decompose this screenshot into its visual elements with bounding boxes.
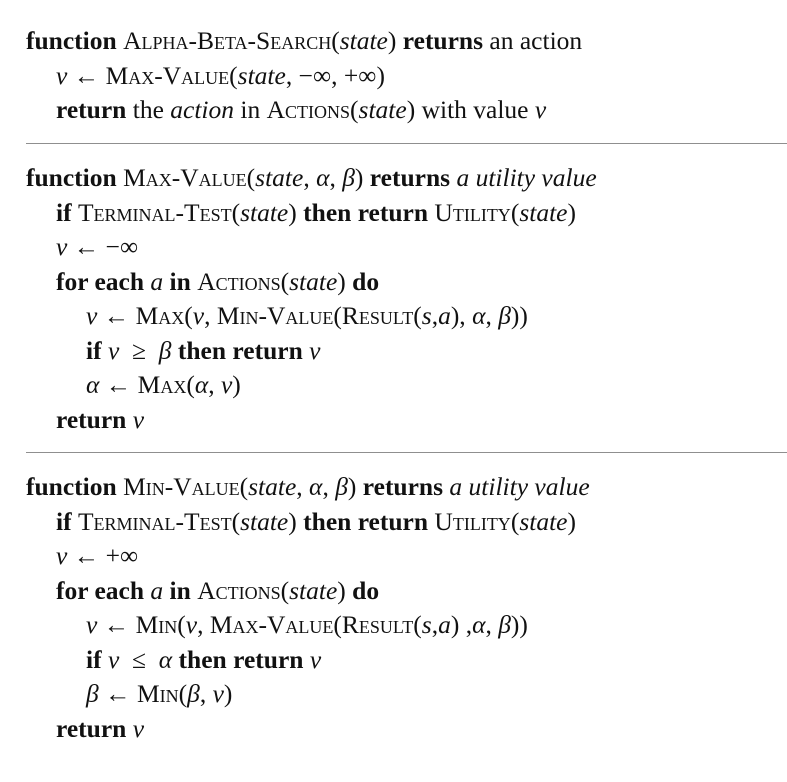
keyword: in xyxy=(169,266,191,296)
plain-text: , xyxy=(204,301,217,330)
plain-text: , xyxy=(303,163,317,192)
plain-text: ) , xyxy=(450,610,473,639)
code-line xyxy=(56,230,138,265)
plain-text: ( xyxy=(331,26,340,55)
plain-text: ( xyxy=(413,301,422,330)
plain-text: ) xyxy=(337,266,353,296)
math-symbol: v xyxy=(56,60,68,90)
plain-text: , xyxy=(322,472,336,501)
plain-text: ( xyxy=(413,610,422,639)
procedure-name: Utility xyxy=(434,197,511,227)
italic-term: state xyxy=(358,95,407,124)
math-symbol: v xyxy=(220,370,233,399)
plain-text: ≥ xyxy=(119,335,159,365)
procedure-name: Max-Value xyxy=(123,163,247,192)
keyword: return xyxy=(56,713,127,743)
italic-term: state xyxy=(519,506,568,536)
math-symbol: α xyxy=(472,610,486,639)
procedure-name: Alpha-Beta-Search xyxy=(123,26,332,55)
procedure-name: Actions xyxy=(197,575,281,605)
math-symbol: v xyxy=(107,644,120,674)
code-line xyxy=(56,539,138,574)
plain-text: ( xyxy=(239,472,249,501)
code-line xyxy=(86,677,232,712)
code-line xyxy=(86,643,321,678)
plain-text: ( xyxy=(177,610,186,639)
plain-text: )) xyxy=(510,610,528,639)
keyword: do xyxy=(352,575,380,605)
plain-text: ( xyxy=(184,301,193,330)
code-line xyxy=(56,196,576,231)
italic-term: action xyxy=(170,95,235,124)
code-line xyxy=(56,403,144,438)
plain-text: ( xyxy=(510,506,520,536)
plain-text: ( xyxy=(246,163,256,192)
code-line xyxy=(56,505,576,540)
math-symbol: s xyxy=(421,610,432,639)
plain-text: ( xyxy=(229,60,238,90)
plain-text: , xyxy=(199,679,213,708)
math-symbol: α xyxy=(472,301,486,330)
math-symbol: v xyxy=(132,404,145,434)
italic-term: state xyxy=(255,163,304,192)
plain-text: , xyxy=(485,301,499,330)
procedure-name: Actions xyxy=(266,95,351,124)
plain-text: ) xyxy=(387,26,403,55)
section-divider xyxy=(26,143,787,144)
keyword: if xyxy=(56,506,72,536)
math-symbol: a xyxy=(150,266,164,296)
math-symbol: v xyxy=(86,301,98,330)
math-symbol: v xyxy=(534,95,547,124)
plain-text: ← +∞ xyxy=(67,541,139,570)
plain-text: ) xyxy=(232,370,241,399)
procedure-name: Result xyxy=(341,610,414,639)
math-symbol: a xyxy=(438,610,451,639)
keyword: if xyxy=(86,644,102,674)
plain-text: ) xyxy=(288,506,304,536)
math-symbol: v xyxy=(185,610,198,639)
italic-term: state xyxy=(339,26,388,55)
plain-text: ) with value xyxy=(406,95,535,124)
code-line xyxy=(86,368,241,403)
plain-text: ) xyxy=(354,163,370,192)
italic-term: state xyxy=(237,60,286,90)
italic-term: a utility value xyxy=(456,163,597,192)
plain-text: ( xyxy=(350,95,359,124)
plain-text: ( xyxy=(510,197,520,227)
keyword: if xyxy=(56,197,72,227)
math-symbol: v xyxy=(107,335,120,365)
italic-term: a utility value xyxy=(449,472,590,501)
italic-term: state xyxy=(519,197,568,227)
plain-text: ← xyxy=(99,370,138,399)
italic-term: state xyxy=(240,197,289,227)
math-symbol: v xyxy=(309,335,321,365)
plain-text: ( xyxy=(333,301,342,330)
math-symbol: β xyxy=(86,679,99,708)
math-symbol: β xyxy=(187,679,200,708)
math-symbol: α xyxy=(316,163,330,192)
code-line xyxy=(26,24,582,59)
keyword: for each xyxy=(56,266,145,296)
plain-text: , xyxy=(431,301,439,330)
plain-text: ) xyxy=(347,472,363,501)
procedure-name: Max-Value xyxy=(209,610,334,639)
code-line xyxy=(26,161,597,196)
procedure-name: Max xyxy=(135,301,185,330)
procedure-name: Terminal-Test xyxy=(77,197,232,227)
plain-text: , xyxy=(208,370,221,399)
keyword: returns xyxy=(362,472,444,501)
keyword: then return xyxy=(177,335,303,365)
procedure-name: Result xyxy=(341,301,414,330)
procedure-name: Max-Value xyxy=(105,60,230,90)
plain-text: , −∞, +∞) xyxy=(285,60,385,90)
plain-text: ← xyxy=(97,610,136,639)
math-symbol: β xyxy=(342,163,355,192)
plain-text: ( xyxy=(333,610,342,639)
math-symbol: v xyxy=(86,610,98,639)
math-symbol: β xyxy=(158,335,172,365)
keyword: return xyxy=(56,404,127,434)
procedure-name: Max xyxy=(137,370,187,399)
keyword: returns xyxy=(369,163,451,192)
math-symbol: v xyxy=(56,232,68,261)
math-symbol: a xyxy=(150,575,164,605)
code-line xyxy=(56,59,385,94)
math-symbol: s xyxy=(421,301,432,330)
italic-term: state xyxy=(248,472,297,501)
procedure-name: Utility xyxy=(434,506,511,536)
plain-text: ≤ xyxy=(119,644,159,674)
plain-text: an action xyxy=(483,26,583,55)
plain-text: ) xyxy=(337,575,353,605)
plain-text: ( xyxy=(280,575,290,605)
math-symbol: v xyxy=(192,301,205,330)
math-symbol: a xyxy=(438,301,451,330)
plain-text: , xyxy=(296,472,310,501)
code-line xyxy=(26,470,590,505)
plain-text: ← −∞ xyxy=(67,232,139,261)
plain-text: , xyxy=(329,163,343,192)
math-symbol: α xyxy=(158,644,173,674)
italic-term: state xyxy=(240,506,289,536)
plain-text: , xyxy=(197,610,210,639)
procedure-name: Min xyxy=(136,679,179,708)
code-line xyxy=(56,93,546,128)
plain-text: , xyxy=(431,610,439,639)
plain-text: ( xyxy=(280,266,290,296)
plain-text: ( xyxy=(231,506,241,536)
plain-text: ( xyxy=(231,197,241,227)
plain-text: )) xyxy=(510,301,528,330)
math-symbol: α xyxy=(309,472,323,501)
keyword: function xyxy=(26,26,117,55)
code-line xyxy=(56,265,379,300)
code-line xyxy=(86,334,320,369)
math-symbol: v xyxy=(132,713,145,743)
plain-text: ( xyxy=(186,370,195,399)
math-symbol: v xyxy=(56,541,68,570)
math-symbol: β xyxy=(335,472,348,501)
keyword: for each xyxy=(56,575,145,605)
plain-text: ( xyxy=(178,679,188,708)
plain-text: ) xyxy=(223,679,233,708)
procedure-name: Min-Value xyxy=(123,472,240,501)
keyword: function xyxy=(26,163,117,192)
italic-term: state xyxy=(289,266,338,296)
plain-text: ), xyxy=(450,301,473,330)
procedure-name: Min-Value xyxy=(216,301,334,330)
code-line xyxy=(56,574,379,609)
code-line xyxy=(86,299,528,334)
plain-text: in xyxy=(234,95,267,124)
plain-text: ← xyxy=(97,301,136,330)
procedure-name: Terminal-Test xyxy=(77,506,232,536)
code-line xyxy=(86,608,528,643)
plain-text: ← xyxy=(67,60,106,90)
plain-text: ← xyxy=(98,679,137,708)
procedure-name: Min xyxy=(135,610,178,639)
keyword: function xyxy=(26,472,117,501)
math-symbol: α xyxy=(194,370,209,399)
math-symbol: β xyxy=(498,610,511,639)
math-symbol: v xyxy=(212,679,224,708)
section-divider xyxy=(26,452,787,453)
keyword: return xyxy=(56,95,127,124)
plain-text: ) xyxy=(288,197,304,227)
math-symbol: α xyxy=(86,370,100,399)
italic-term: state xyxy=(289,575,338,605)
plain-text: , xyxy=(485,610,499,639)
keyword: then return xyxy=(303,197,429,227)
plain-text: ) xyxy=(567,506,576,536)
plain-text: ) xyxy=(567,197,576,227)
plain-text: the xyxy=(126,95,171,124)
code-line xyxy=(56,712,144,747)
keyword: in xyxy=(169,575,191,605)
keyword: returns xyxy=(402,26,484,55)
keyword: do xyxy=(352,266,380,296)
keyword: then return xyxy=(303,506,429,536)
procedure-name: Actions xyxy=(197,266,281,296)
math-symbol: v xyxy=(309,644,322,674)
keyword: then return xyxy=(178,644,304,674)
keyword: if xyxy=(86,335,102,365)
math-symbol: β xyxy=(498,301,511,330)
